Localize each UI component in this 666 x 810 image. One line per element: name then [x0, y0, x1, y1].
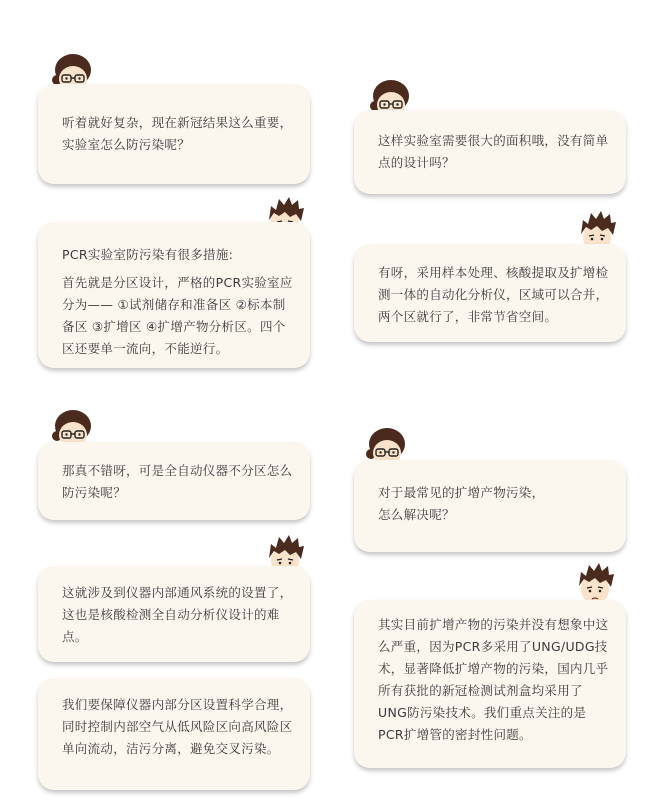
- expert-message-1-lead: PCR实验室防污染有很多措施:: [62, 247, 234, 262]
- asker-bubble-2: [38, 442, 310, 520]
- expert-bubble-4: [354, 244, 626, 342]
- asker-message-4-line2: 怎么解决呢？: [378, 507, 455, 522]
- asker-bubble-3: [354, 110, 626, 194]
- expert-bubble-1: [38, 222, 310, 368]
- expert-bubble-2: [38, 566, 310, 662]
- asker-bubble-4: [354, 460, 626, 552]
- asker-message-4-line1: 对于最常见的扩增产物污染，: [378, 485, 545, 500]
- expert-message-5: 其实目前扩增产物的污染并没有想象中这么严重，因为PCR多采用了UNG/UDG技术，显著降低扩增产物的污染，国内几乎所有获批的新冠检测试剂盒均采用了UNG防污染技术。我们重点关注的是PCR扩增管的密封性问题。: [378, 617, 609, 742]
- expert-bubble-5: [354, 600, 626, 768]
- expert-message-3: 我们要保障仪器内部分区设置科学合理，同时控制内部空气从低风险区向高风险区单向流动，洁污分离，避免交叉污染。: [62, 697, 293, 756]
- expert-message-4: 有呀，采用样本处理、核酸提取及扩增检测一体的自动化分析仪，区域可以合并，两个区就行了，非常节省空间。: [378, 265, 609, 324]
- expert-message-1-body: 首先就是分区设计，严格的PCR实验室应分为—— ①试剂储存和准备区 ②标本制备区 ③扩增区 ④扩增产物分析区。四个区还要单一流向，不能逆行。: [62, 275, 293, 356]
- expert-message-2: 这就涉及到仪器内部通风系统的设置了，这也是核酸检测全自动分析仪设计的难点。: [62, 585, 293, 644]
- expert-bubble-3: [38, 678, 310, 790]
- asker-message-1: 听着就好复杂，现在新冠结果这么重要，实验室怎么防污染呢？: [62, 115, 293, 152]
- asker-message-3: 这样实验室需要很大的面积哦，没有简单点的设计吗？: [378, 133, 609, 170]
- asker-bubble-1: [38, 84, 310, 184]
- asker-message-2: 那真不错呀，可是全自动仪器不分区怎么防污染呢？: [62, 463, 293, 500]
